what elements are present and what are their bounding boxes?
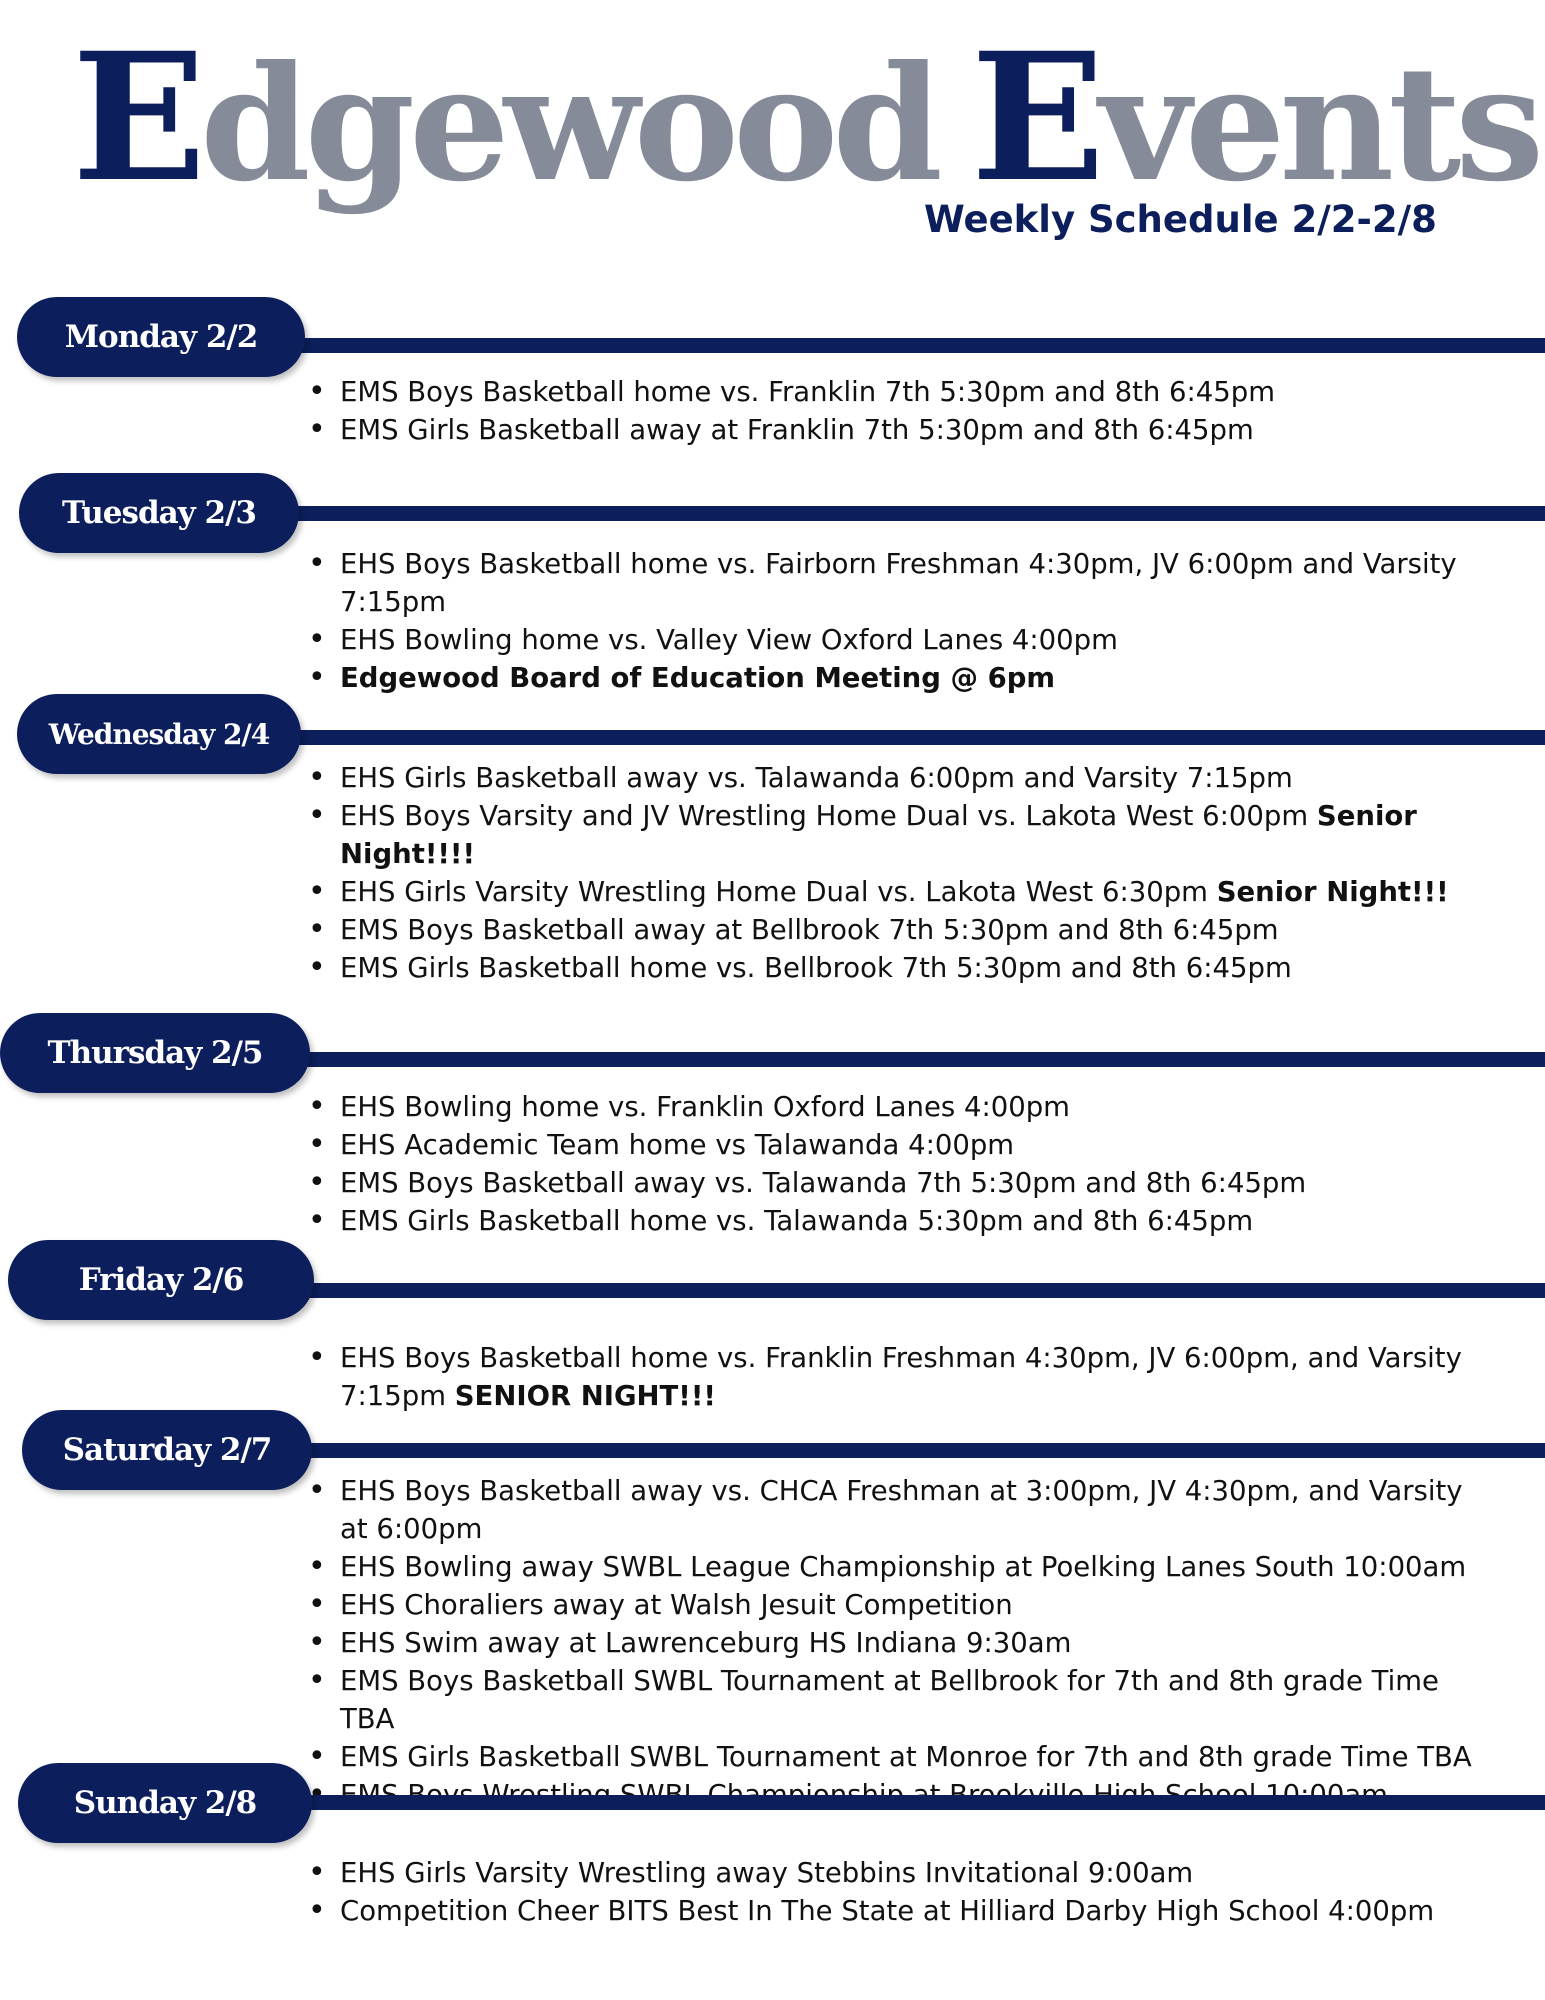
- title-initial-events: E: [970, 14, 1100, 221]
- event-item: • Edgewood Board of Education Meeting @ 6pm: [308, 659, 1488, 697]
- event-item: • EHS Girls Basketball away vs. Talawanda 6:00pm and Varsity 7:15pm: [308, 759, 1488, 797]
- event-item: • EHS Boys Varsity and JV Wrestling Home Dual vs. Lakota West 6:00pm Senior Night!!!!: [308, 797, 1488, 873]
- event-list-saturday: [308, 1472, 1488, 1814]
- day-label-tuesday: Tuesday 2/3: [19, 473, 299, 553]
- title-rest-edgewood: dgewood: [200, 32, 937, 217]
- day-label-sunday: Sunday 2/8: [18, 1763, 312, 1843]
- event-item: • EMS Girls Basketball away at Franklin 7th 5:30pm and 8th 6:45pm: [308, 411, 1488, 449]
- event-list-sunday: [308, 1854, 1488, 1930]
- event-list-friday: [308, 1339, 1488, 1415]
- day-label-friday: Friday 2/6: [8, 1240, 314, 1320]
- event-item: • EHS Swim away at Lawrenceburg HS Indiana 9:30am: [308, 1624, 1488, 1662]
- event-item: • EHS Boys Basketball home vs. Franklin Freshman 4:30pm, JV 6:00pm, and Varsity 7:15pm SENIOR NIGHT!!!: [308, 1339, 1488, 1415]
- event-item: • EHS Boys Basketball home vs. Fairborn Freshman 4:30pm, JV 6:00pm and Varsity 7:15pm: [308, 545, 1488, 621]
- event-item: • EHS Bowling home vs. Franklin Oxford Lanes 4:00pm: [308, 1088, 1488, 1126]
- day-label-wednesday: Wednesday 2/4: [17, 694, 301, 774]
- event-item: • EMS Girls Basketball home vs. Talawanda 5:30pm and 8th 6:45pm: [308, 1202, 1488, 1240]
- event-item: • EMS Boys Basketball home vs. Franklin 7th 5:30pm and 8th 6:45pm: [308, 373, 1488, 411]
- page-subtitle: Weekly Schedule 2/2-2/8: [924, 198, 1437, 241]
- day-divider-bar: [290, 506, 1545, 521]
- day-divider-bar: [300, 1795, 1545, 1810]
- event-item: • EHS Choraliers away at Walsh Jesuit Competition: [308, 1586, 1488, 1624]
- event-item: • EHS Bowling away SWBL League Championship at Poelking Lanes South 10:00am: [308, 1548, 1488, 1586]
- day-label-thursday: Thursday 2/5: [0, 1013, 310, 1093]
- event-item: • EMS Boys Basketball away at Bellbrook 7th 5:30pm and 8th 6:45pm: [308, 911, 1488, 949]
- title-rest-events: vents: [1099, 32, 1539, 217]
- event-list-thursday: [308, 1088, 1488, 1240]
- event-item: • EHS Girls Varsity Wrestling away Stebbins Invitational 9:00am: [308, 1854, 1488, 1892]
- event-item: • EMS Boys Basketball away vs. Talawanda 7th 5:30pm and 8th 6:45pm: [308, 1164, 1488, 1202]
- event-list-monday: [308, 373, 1488, 449]
- title-initial-edgewood: E: [72, 14, 201, 221]
- event-list-wednesday: [308, 759, 1488, 987]
- event-item: • EMS Boys Basketball SWBL Tournament at Bellbrook for 7th and 8th grade Time TBA: [308, 1662, 1488, 1738]
- event-item: • EHS Bowling home vs. Valley View Oxford Lanes 4:00pm: [308, 621, 1488, 659]
- day-divider-bar: [300, 1052, 1545, 1067]
- day-divider-bar: [290, 338, 1545, 353]
- day-label-monday: Monday 2/2: [17, 297, 305, 377]
- event-item: • EMS Girls Basketball SWBL Tournament at Monroe for 7th and 8th grade Time TBA: [308, 1738, 1488, 1776]
- day-divider-bar: [300, 1283, 1545, 1298]
- event-list-tuesday: [308, 545, 1488, 697]
- day-label-saturday: Saturday 2/7: [22, 1410, 312, 1490]
- event-item: • EHS Boys Basketball away vs. CHCA Freshman at 3:00pm, JV 4:30pm, and Varsity at 6:00pm: [308, 1472, 1488, 1548]
- event-item: • Competition Cheer BITS Best In The State at Hilliard Darby High School 4:00pm: [308, 1892, 1488, 1930]
- day-divider-bar: [300, 1443, 1545, 1458]
- event-item: • EHS Academic Team home vs Talawanda 4:00pm: [308, 1126, 1488, 1164]
- event-item: • EMS Girls Basketball home vs. Bellbrook 7th 5:30pm and 8th 6:45pm: [308, 949, 1488, 987]
- day-divider-bar: [290, 730, 1545, 745]
- event-item: • EHS Girls Varsity Wrestling Home Dual vs. Lakota West 6:30pm Senior Night!!!: [308, 873, 1488, 911]
